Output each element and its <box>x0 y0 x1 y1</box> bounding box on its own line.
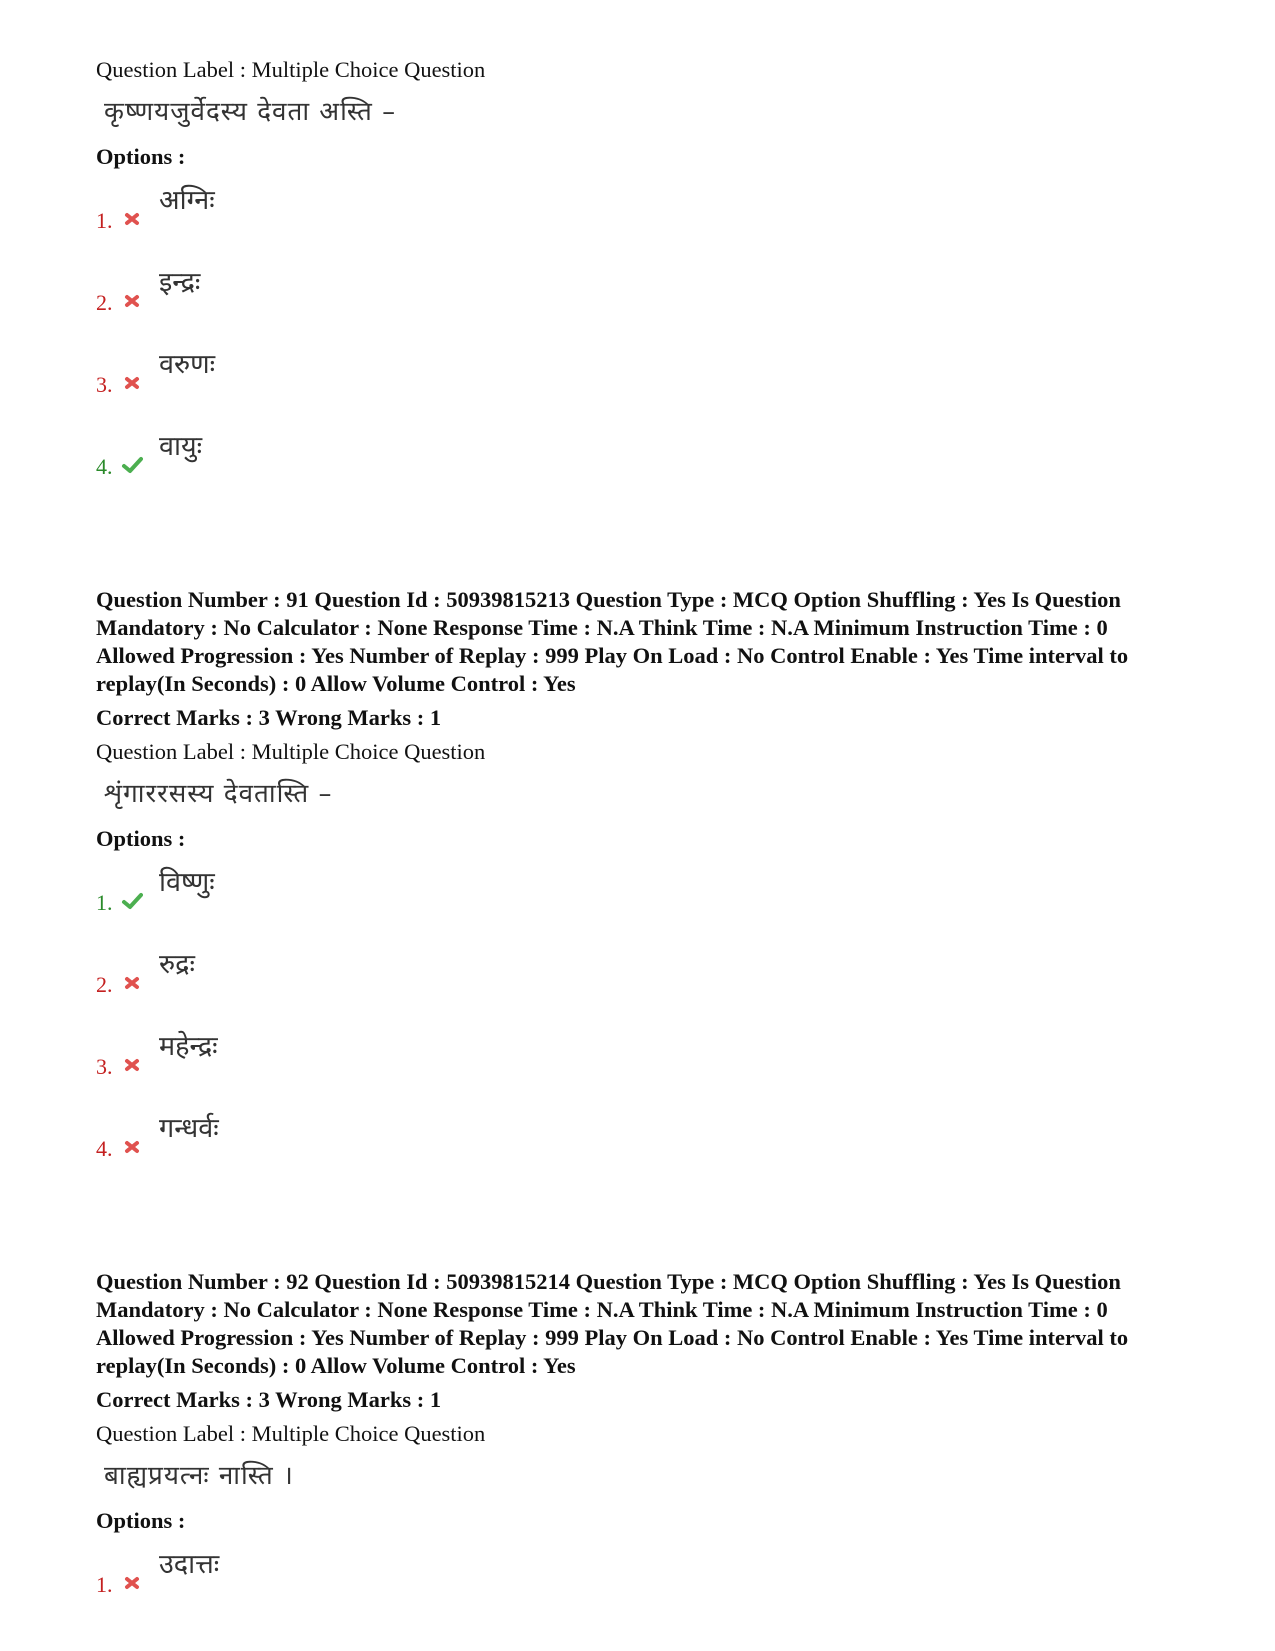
question-label: Question Label : Multiple Choice Question <box>96 1421 486 1446</box>
cross-icon <box>121 372 143 394</box>
option-text: रुद्रः <box>159 949 195 980</box>
question-meta: Question Number : 92 Question Id : 50939815214 Question Type : MCQ Option Shuffling : Yes Is Question Mandatory : No Calculator : None Response Time : N.A Think Time : N.A Minimum Instruction Time : 0 Allowed Progression : Yes Number of Replay : 999 Play On Load : No Control Enable : Yes Time interval to replay(In Seconds) : 0 Allow Volume Control : Yes <box>96 1269 1129 1378</box>
question-text: कृष्णयजुर्वेदस्य देवता अस्ति – <box>104 97 397 127</box>
option-text: गन्धर्वः <box>159 1113 219 1144</box>
options-heading: Options : <box>96 144 186 169</box>
question-label: Question Label : Multiple Choice Question <box>96 57 486 82</box>
question-text: शृंगाररसस्य देवतास्ति – <box>104 779 333 809</box>
options-heading: Options : <box>96 826 186 851</box>
option-text: उदात्तः <box>159 1549 220 1580</box>
option-text: इन्द्रः <box>159 267 201 298</box>
question-paper <box>96 56 1186 1618</box>
option-text: महेन्द्रः <box>159 1031 218 1062</box>
option-3 <box>96 336 1186 418</box>
option-3 <box>96 1018 1186 1100</box>
option-number: 4. <box>96 1136 113 1161</box>
option-1 <box>96 854 1186 936</box>
option-1 <box>96 1536 1186 1618</box>
options-heading: Options : <box>96 1508 186 1533</box>
cross-icon <box>121 1054 143 1076</box>
option-number: 1. <box>96 208 113 233</box>
cross-icon <box>121 1572 143 1594</box>
question-text: बाह्यप्रयत्नः नास्ति । <box>104 1461 294 1491</box>
option-2 <box>96 254 1186 336</box>
cross-icon <box>121 208 143 230</box>
option-4 <box>96 1100 1186 1182</box>
option-number: 4. <box>96 454 113 479</box>
options-list <box>96 854 1186 1182</box>
question-block <box>96 56 1186 500</box>
option-1 <box>96 172 1186 254</box>
question-marks: Correct Marks : 3 Wrong Marks : 1 <box>96 1387 442 1412</box>
option-number: 2. <box>96 972 113 997</box>
option-text: वरुणः <box>159 349 216 380</box>
checkmark-icon <box>121 890 143 912</box>
option-text: वायुः <box>159 431 203 462</box>
question-marks: Correct Marks : 3 Wrong Marks : 1 <box>96 705 442 730</box>
question-label: Question Label : Multiple Choice Question <box>96 739 486 764</box>
option-number: 2. <box>96 290 113 315</box>
cross-icon <box>121 290 143 312</box>
option-2 <box>96 936 1186 1018</box>
question-block <box>96 1268 1186 1618</box>
cross-icon <box>121 972 143 994</box>
option-number: 3. <box>96 372 113 397</box>
options-list <box>96 1536 1186 1618</box>
question-block <box>96 586 1186 1182</box>
checkmark-icon <box>121 454 143 476</box>
option-text: अग्निः <box>159 185 215 216</box>
options-list <box>96 172 1186 500</box>
option-4 <box>96 418 1186 500</box>
option-text: विष्णुः <box>159 867 215 898</box>
option-number: 1. <box>96 890 113 915</box>
option-number: 1. <box>96 1572 113 1597</box>
option-number: 3. <box>96 1054 113 1079</box>
question-meta: Question Number : 91 Question Id : 50939815213 Question Type : MCQ Option Shuffling : Yes Is Question Mandatory : No Calculator : None Response Time : N.A Think Time : N.A Minimum Instruction Time : 0 Allowed Progression : Yes Number of Replay : 999 Play On Load : No Control Enable : Yes Time interval to replay(In Seconds) : 0 Allow Volume Control : Yes <box>96 587 1129 696</box>
cross-icon <box>121 1136 143 1158</box>
